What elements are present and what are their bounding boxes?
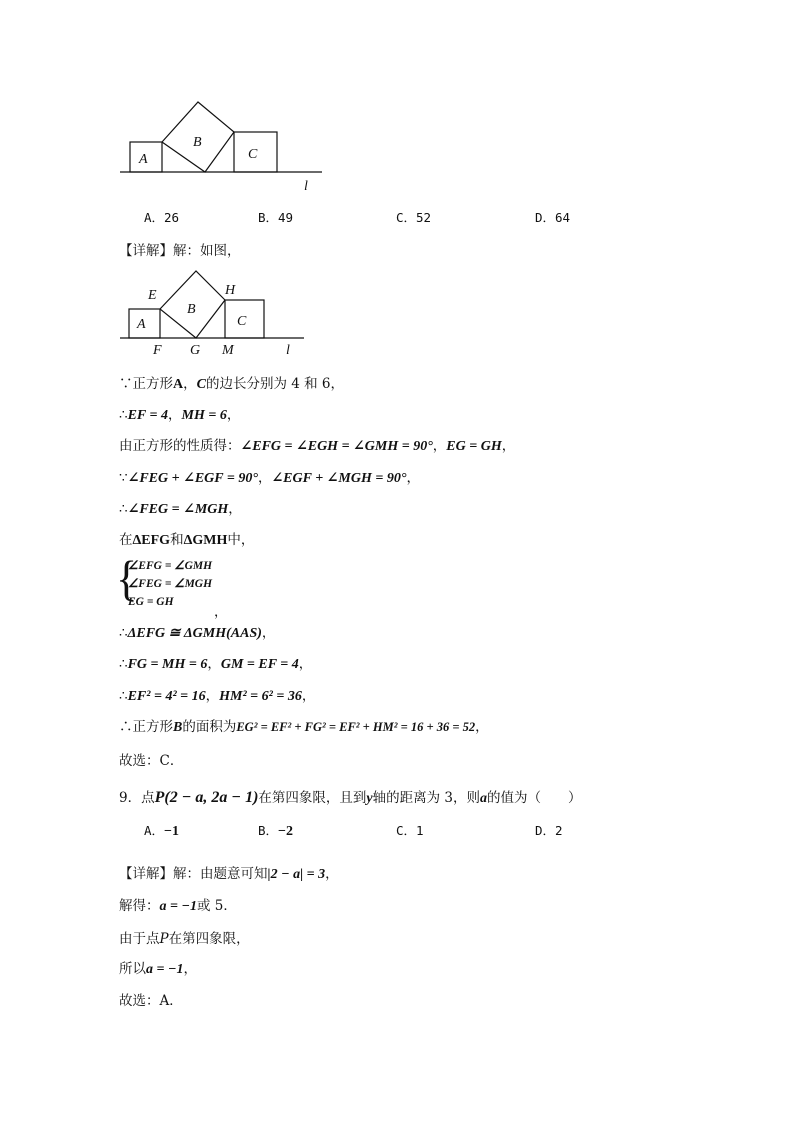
system-comma: ， [214, 604, 228, 620]
system-brace: { [116, 551, 138, 606]
label-c-2: C [237, 314, 247, 329]
sol8-answer: 故选：C． [119, 753, 184, 769]
figure-squares-2 [118, 268, 318, 360]
option-d: D．64 [535, 210, 571, 225]
sol8-line2: ∴EF = 4，MH = 6， [119, 407, 241, 423]
label-b: B [193, 135, 202, 150]
sol8-line4: ∵∠FEG + ∠EGF = 90°，∠EGF + ∠MGH = 90°， [119, 470, 420, 486]
sol8-line5: ∴∠FEG = ∠MGH， [119, 501, 242, 517]
option-b: B．49 [258, 210, 294, 225]
sol9-line3: 由于点P在第四象限， [119, 931, 250, 947]
label-l-2: l [286, 343, 290, 358]
sol9-line4: 所以a = −1， [119, 961, 197, 977]
q9-option-c: C．1 [396, 823, 424, 838]
q9-option-a: A．−1 [144, 823, 180, 839]
sol8-line3: 由正方形的性质得：∠EFG = ∠EGH = ∠GMH = 90°，EG = GH， [119, 438, 516, 454]
sol8-line6: 在ΔEFG和ΔGMH中， [119, 532, 255, 548]
q9-option-b: B．−2 [258, 823, 294, 839]
sol9-line1: 【详解】解：由题意可知|2 − a| = 3， [119, 866, 339, 882]
label-g: G [190, 343, 201, 358]
label-f: F [153, 343, 162, 358]
option-c: C．52 [396, 210, 432, 225]
sol9-answer: 故选：A． [119, 993, 183, 1009]
question-9: 9．点P(2 − a, 2a − 1)在第四象限，且到y轴的距离为 3，则a的值为（ ） [119, 789, 582, 806]
figure-squares-1 [118, 100, 328, 195]
sol8-line7: ∴ΔEFG ≅ ΔGMH(AAS)， [119, 625, 276, 641]
sol9-line2: 解得：a = −1或 5． [119, 898, 237, 914]
q9-option-d: D．2 [535, 823, 563, 838]
label-e: E [148, 288, 157, 303]
sol8-line1: ∵正方形A，C的边长分别为 4 和 6， [119, 376, 345, 392]
label-m: M [222, 343, 234, 358]
label-c: C [248, 147, 258, 162]
option-a: A．26 [144, 210, 180, 225]
label-b-2: B [187, 302, 196, 317]
sol8-line8: ∴FG = MH = 6，GM = EF = 4， [119, 656, 313, 672]
solution-header: 【详解】解：如图， [119, 243, 241, 259]
system-equations: ∠EFG = ∠GMH ∠FEG = ∠MGH EG = GH [128, 560, 213, 608]
label-a-2: A [137, 317, 146, 332]
label-a: A [139, 152, 148, 167]
sol8-line9: ∴EF² = 4² = 16，HM² = 6² = 36， [119, 688, 316, 704]
sol8-line10: ∴正方形B的面积为EG² = EF² + FG² = EF² + HM² = 16 + 36 = 52， [119, 719, 489, 735]
label-h: H [225, 283, 236, 298]
label-l: l [304, 179, 308, 194]
